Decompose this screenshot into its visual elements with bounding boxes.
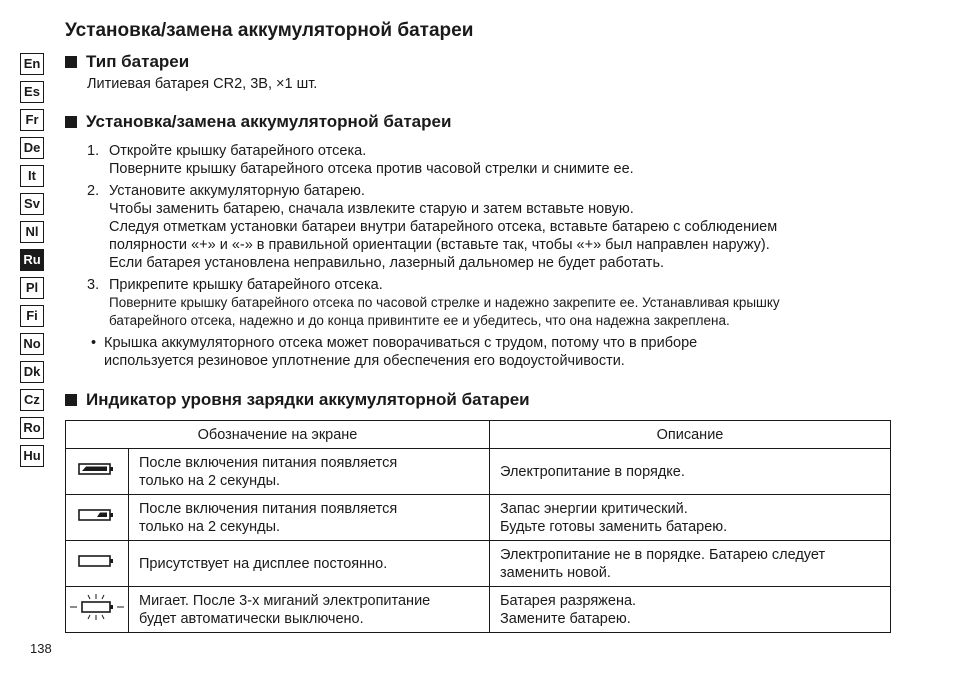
description-cell xyxy=(490,449,891,495)
section-heading-battery-type xyxy=(65,52,189,72)
description-line: Замените батарею. xyxy=(500,610,631,627)
lang-tab-de[interactable]: De xyxy=(20,137,44,159)
description-line: Запас энергии критический. xyxy=(500,500,688,517)
battery-half-icon xyxy=(77,507,117,523)
step-line: Поверните крышку батарейного отсека против часовой стрелки и снимите ее. xyxy=(109,161,634,177)
condition-line: Присутствует на дисплее постоянно. xyxy=(139,555,388,572)
battery-full-icon xyxy=(77,461,117,477)
description-line: заменить новой. xyxy=(500,564,611,581)
note-bullet: • xyxy=(91,335,97,351)
condition-line: После включения питания появляется xyxy=(139,454,398,471)
square-bullet-icon xyxy=(65,394,77,406)
condition-line: будет автоматически выключено. xyxy=(139,610,364,627)
lang-tab-hu[interactable]: Hu xyxy=(20,445,44,467)
lang-tab-it[interactable]: It xyxy=(20,165,44,187)
battery-blinking-icon xyxy=(67,593,127,621)
step-number: 2. xyxy=(87,183,100,199)
section-heading-install xyxy=(65,112,451,132)
battery-indicator-table xyxy=(65,420,891,633)
condition-cell xyxy=(129,495,490,541)
icon-cell xyxy=(66,495,129,541)
square-bullet-icon xyxy=(65,56,77,68)
condition-line: После включения питания появляется xyxy=(139,500,398,517)
description-line: Батарея разряжена. xyxy=(500,592,637,609)
table-row xyxy=(66,449,891,495)
condition-line: только на 2 секунды. xyxy=(139,518,281,535)
condition-cell xyxy=(129,449,490,495)
language-tabs xyxy=(20,53,44,473)
condition-cell xyxy=(129,587,490,633)
battery-type-text: Литиевая батарея CR2, 3В, ×1 шт. xyxy=(87,76,318,92)
lang-tab-ru[interactable]: Ru xyxy=(20,249,44,271)
condition-line: только на 2 секунды. xyxy=(139,472,281,489)
description-line: Будьте готовы заменить батарею. xyxy=(500,518,728,535)
step-line: Если батарея установлена неправильно, лазерный дальномер не будет работать. xyxy=(109,255,665,271)
step-line: полярности «+» и «-» в правильной ориентации (вставьте так, чтобы «+» был направлен наружу). xyxy=(109,237,770,253)
condition-line: Мигает. После 3-х миганий электропитание xyxy=(139,592,431,609)
note-line: Крышка аккумуляторного отсека может поворачиваться с трудом, потому что в приборе xyxy=(104,335,698,351)
icon-cell xyxy=(66,449,129,495)
column-header-description: Описание xyxy=(490,421,891,449)
lang-tab-fi[interactable]: Fi xyxy=(20,305,44,327)
table-row xyxy=(66,495,891,541)
step-number: 3. xyxy=(87,277,100,293)
note-line: используется резиновое уплотнение для обеспечения его водоустойчивости. xyxy=(104,353,625,369)
table-row xyxy=(66,587,891,633)
section-heading-battery-indicator xyxy=(65,390,530,410)
description-cell xyxy=(490,541,891,587)
step-title: Установите аккумуляторную батарею. xyxy=(109,183,365,199)
icon-cell xyxy=(66,587,129,633)
lang-tab-en[interactable]: En xyxy=(20,53,44,75)
step-number: 1. xyxy=(87,143,100,159)
table-row xyxy=(66,541,891,587)
lang-tab-sv[interactable]: Sv xyxy=(20,193,44,215)
step-title: Откройте крышку батарейного отсека. xyxy=(109,143,367,159)
lang-tab-no[interactable]: No xyxy=(20,333,44,355)
section-heading-text: Тип батареи xyxy=(86,52,190,71)
condition-cell xyxy=(129,541,490,587)
description-line: Электропитание в порядке. xyxy=(500,463,685,480)
icon-cell xyxy=(66,541,129,587)
square-bullet-icon xyxy=(65,116,77,128)
section-heading-text: Установка/замена аккумуляторной батареи xyxy=(86,112,452,131)
description-cell xyxy=(490,587,891,633)
lang-tab-fr[interactable]: Fr xyxy=(20,109,44,131)
lang-tab-es[interactable]: Es xyxy=(20,81,44,103)
lang-tab-nl[interactable]: Nl xyxy=(20,221,44,243)
description-line: Электропитание не в порядке. Батарею следует xyxy=(500,546,826,563)
column-header-display: Обозначение на экране xyxy=(66,421,490,449)
step-line: Чтобы заменить батарею, сначала извлеките старую и затем вставьте новую. xyxy=(109,201,634,217)
page-title: Установка/замена аккумуляторной батареи xyxy=(65,20,474,41)
table-header-row xyxy=(66,421,891,449)
step-line: Следуя отметкам установки батареи внутри батарейного отсека, вставьте батарею с соблюдением xyxy=(109,219,778,235)
description-cell xyxy=(490,495,891,541)
lang-tab-dk[interactable]: Dk xyxy=(20,361,44,383)
lang-tab-ro[interactable]: Ro xyxy=(20,417,44,439)
section-heading-text: Индикатор уровня зарядки аккумуляторной батареи xyxy=(86,390,530,409)
battery-empty-icon xyxy=(77,553,117,569)
step-title: Прикрепите крышку батарейного отсека. xyxy=(109,277,383,293)
lang-tab-pl[interactable]: Pl xyxy=(20,277,44,299)
lang-tab-cz[interactable]: Cz xyxy=(20,389,44,411)
page-number: 138 xyxy=(30,641,52,656)
step-line: Поверните крышку батарейного отсека по часовой стрелке и надежно закрепите ее. Устанавливая крышку xyxy=(109,295,780,310)
step-line: батарейного отсека, надежно и до конца привинтите ее и убедитесь, что она надежна закреплена. xyxy=(109,313,730,328)
